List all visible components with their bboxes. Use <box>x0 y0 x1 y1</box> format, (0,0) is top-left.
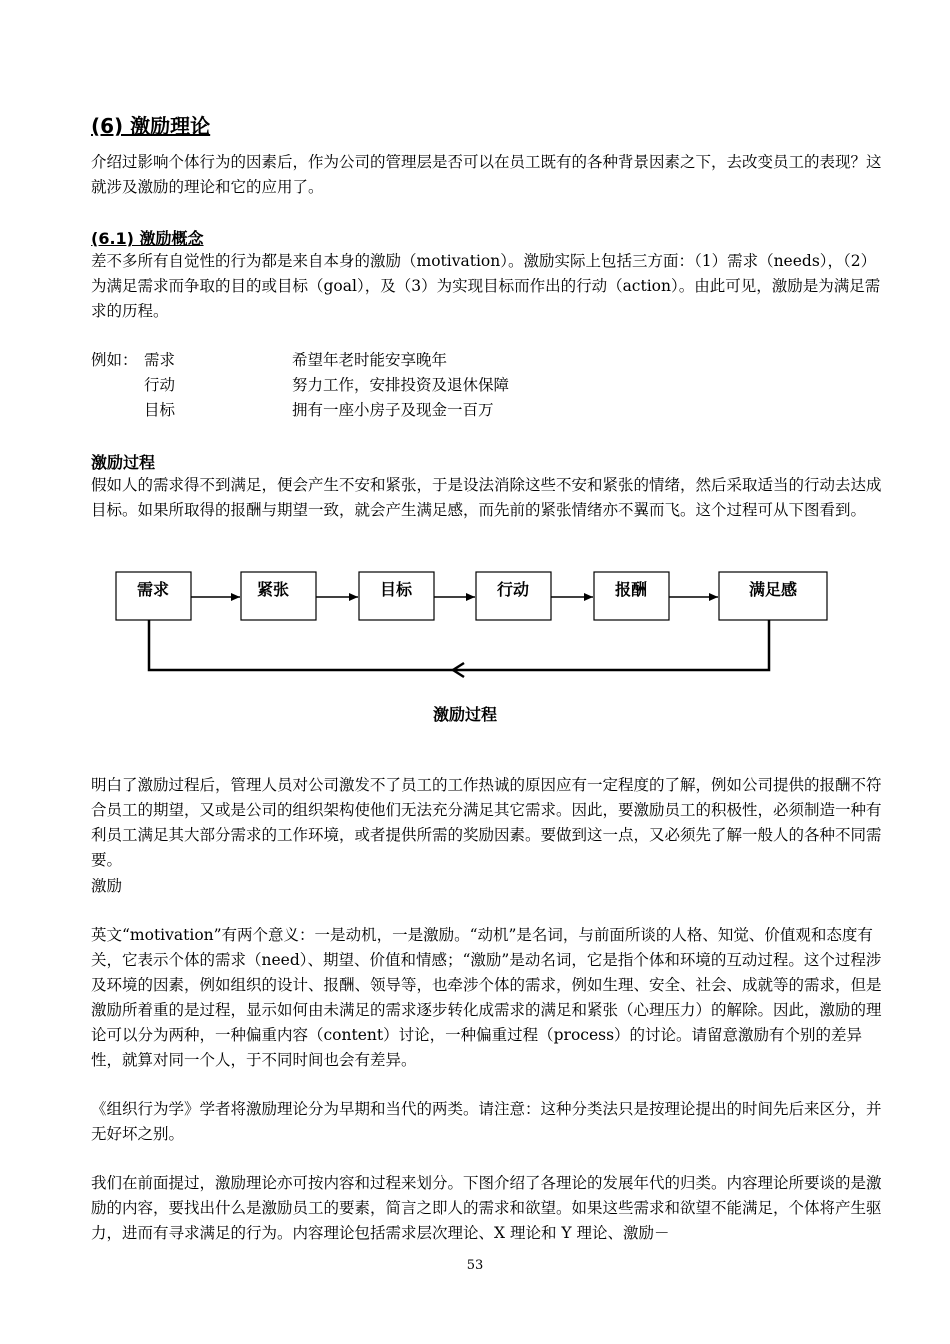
flow-box-label: 紧张 <box>256 580 290 599</box>
motivation-paragraph: 英文“motivation”有两个意义：一是动机，一是激励。“动机”是名词，与前面所谈的人格、知觉、价值观和态度有关，它表示个体的需求（need）、期望、价值和情感；“激励”是动名词，它是指个体和环境的互动过程。这个过程涉及环境的因素，例如组织的设计、报酬、领导等，也牵涉个体的需求，例如生理、安全、社会、成就等的需求，但是激励所着重的是过程，显示如何由未满足的需求逐步转化成需求的满足和紧张（心理压力）的解除。因此，激励的理论可以分为两种，一种偏重内容（content）讨论，一种偏重过程（process）的讨论。请留意激励有个别的差异性，就算对同一个人，于不同时间也会有差异。 <box>91 926 882 1069</box>
flow-box-goal <box>359 572 434 620</box>
classification-paragraph: 《组织行为学》学者将激励理论分为早期和当代的两类。请注意：这种分类法只是按理论提出的时间先后来区分，并无好坏之别。 <box>91 1100 882 1143</box>
flow-box-label: 行动 <box>496 580 530 599</box>
page-number: 53 <box>466 1258 484 1273</box>
example-term: 需求 <box>144 351 176 369</box>
example-desc: 努力工作，安排投资及退休保障 <box>292 376 510 394</box>
flow-box-label: 目标 <box>379 580 413 599</box>
process-paragraph: 假如人的需求得不到满足，便会产生不安和紧张，于是设法消除这些不安和紧张的情绪，然后采取适当的行动去达成目标。如果所取得的报酬与期望一致，就会产生满足感，而先前的紧张情绪亦不翼而飞。这个过程可从下图看到。 <box>91 476 882 519</box>
example-term: 目标 <box>144 401 176 419</box>
flow-box-reward <box>594 572 669 620</box>
example-term: 行动 <box>144 376 176 394</box>
diagram-caption: 激励过程 <box>432 705 497 724</box>
example-desc: 拥有一座小房子及现金一百万 <box>292 401 494 419</box>
intro-paragraph: 介绍过影响个体行为的因素后，作为公司的管理层是否可以在员工既有的各种背景因素之下，去改变员工的表现？这就涉及激励的理论和它的应用了。 <box>91 153 882 196</box>
concept-heading: (6.1) 激励概念 <box>91 229 204 248</box>
after-diagram-paragraph: 明白了激励过程后，管理人员对公司激发不了员工的工作热诚的原因应有一定程度的了解，例如公司提供的报酬不符合员工的期望，又或是公司的组织架构使他们无法充分满足其它需求。因此，要激励员工的积极性，必须制造一种有利员工满足其大部分需求的工作环境，或者提供所需的奖励因素。要做到这一点，又必须先了解一般人的各种不同需要。 <box>91 776 882 869</box>
flow-box-tension <box>241 572 316 620</box>
flow-box-label: 满足感 <box>748 580 798 599</box>
process-heading: 激励过程 <box>91 453 156 472</box>
flow-box-label: 报酬 <box>614 580 648 599</box>
content-theory-paragraph: 我们在前面提过，激励理论亦可按内容和过程来划分。下图介绍了各理论的发展年代的归类。内容理论所要谈的是激励的内容，要找出什么是激励员工的要素，简言之即人的需求和欲望。如果这些需求和欲望不能满足，个体将产生驱力，进而有寻求满足的行为。内容理论包括需求层次理论、X 理论和 Y 理论、激励－ <box>91 1174 882 1242</box>
flow-box-satisfaction <box>719 572 827 620</box>
flow-box-needs <box>116 572 191 620</box>
concept-paragraph: 差不多所有自觉性的行为都是来自本身的激励（motivation）。激励实际上包括三方面：（1）需求（needs），（2）为满足需求而争取的目的或目标（goal），及（3）为实现目标而作出的行动（action）。由此可见，激励是为满足需求的历程。 <box>91 252 881 320</box>
section-title: (6) 激励理论 <box>91 114 211 138</box>
flow-box-action <box>476 572 551 620</box>
flow-box-label: 需求 <box>136 580 170 599</box>
example-prefix: 例如： <box>91 351 138 369</box>
feedback-loop-line <box>149 620 769 670</box>
label-jili: 激励 <box>91 877 123 895</box>
example-desc: 希望年老时能安享晚年 <box>292 351 448 369</box>
